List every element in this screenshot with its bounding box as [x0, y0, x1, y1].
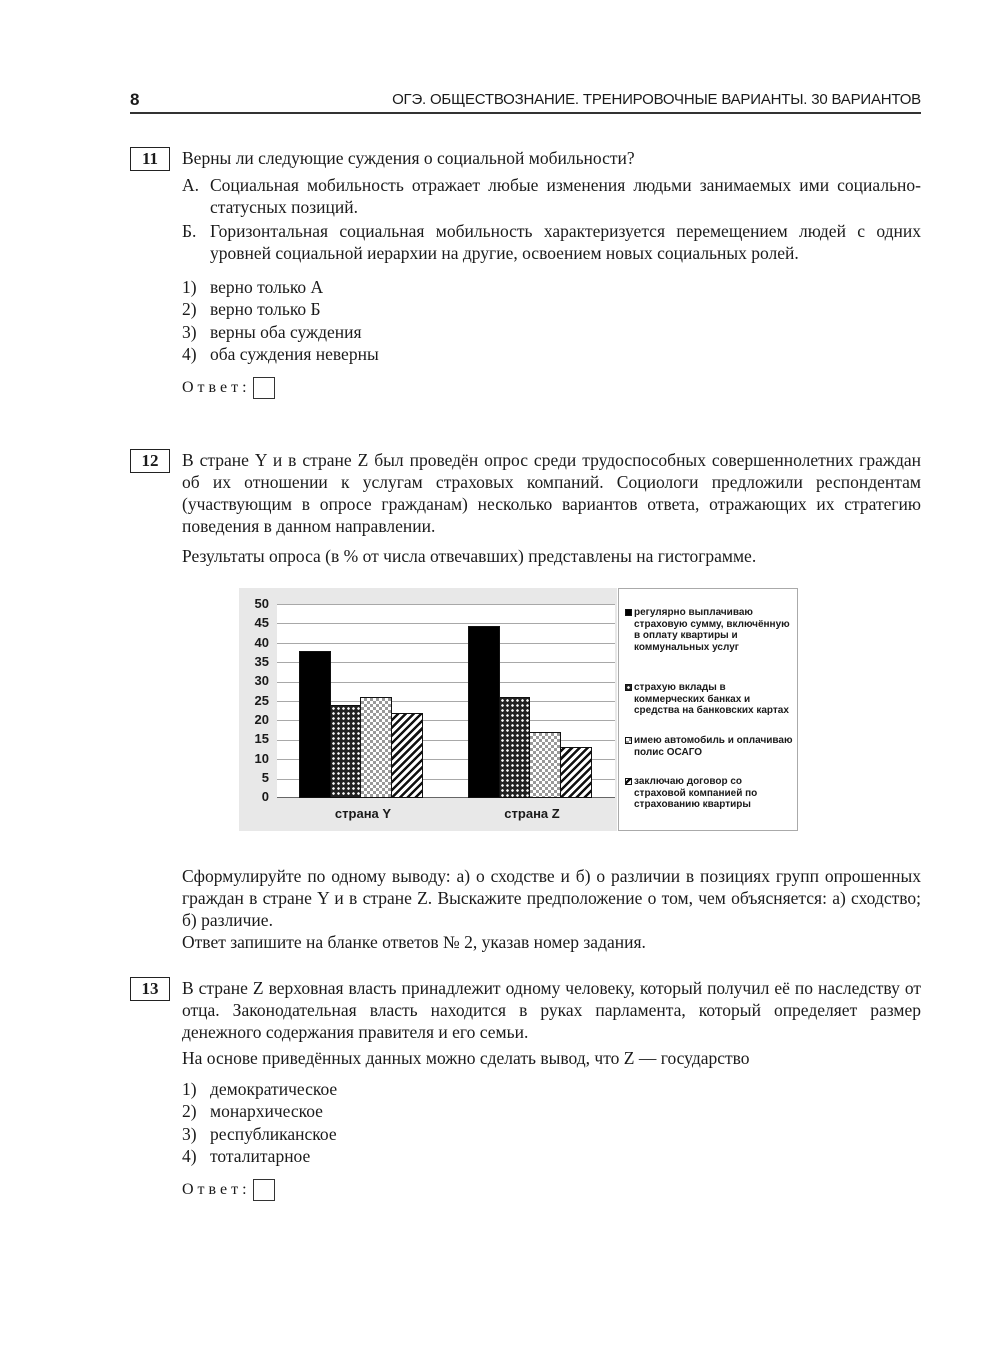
task-13 — [130, 977, 921, 1201]
option-1: 1) демократическое — [182, 1079, 338, 1099]
plot-area: 50 45 40 35 30 25 20 15 10 5 0 страна Y страна Z — [239, 588, 617, 831]
page-header — [130, 90, 921, 114]
question-text: На основе приведённых данных можно сделать вывод, что Z — государство — [182, 1048, 750, 1068]
bar-z-series4 — [560, 747, 592, 798]
answer-box[interactable] — [253, 377, 275, 399]
plot-inner — [277, 604, 615, 798]
running-title: ОГЭ. ОБЩЕСТВОЗНАНИЕ. ТРЕНИРОВОЧНЫЕ ВАРИАНТЫ. 30 ВАРИАНТОВ — [392, 91, 921, 108]
bar-z-series3 — [529, 732, 561, 798]
question-text: Верны ли следующие суждения о социальной мобильности? — [182, 148, 635, 168]
bar-z-series1 — [468, 626, 500, 798]
task-11 — [130, 147, 921, 399]
legend-swatch-icon — [625, 609, 632, 616]
bar-y-series1 — [299, 651, 331, 798]
instruction-text: Сформулируйте по одному выводу: а) о сходстве и б) о различии в позициях групп опрошенных граждан в стране Y и в стране Z. Выскажите предположение о том, чем объясняется: а) сходство; б) различие. — [182, 866, 921, 930]
answer-options — [182, 276, 921, 365]
option-3: 3) республиканское — [182, 1123, 337, 1144]
task-12 — [130, 449, 921, 572]
chart-intro: Результаты опроса (в % от числа отвечавших) представлены на гистограмме. — [182, 546, 757, 566]
statement-a: А. Социальная мобильность отражает любые изменения людьми занимаемых ими социально-статусных позиций. — [182, 175, 921, 217]
legend-swatch-icon — [625, 684, 632, 691]
page-number: 8 — [130, 90, 140, 109]
option-2: 2) монархическое — [182, 1101, 323, 1122]
bar-y-series4 — [391, 713, 423, 798]
histogram — [239, 588, 798, 831]
x-label-country-z: страна Z — [504, 806, 560, 821]
statement-b: Б. Горизонтальная социальная мобильность характеризуется перемещением людей с одних уровней социальной иерархии на другие, освоением новых социальных ролей. — [182, 221, 921, 263]
legend-item-4: заключаю договор со страховой компанией по страхованию квартиры — [625, 776, 795, 811]
bar-y-series2 — [330, 705, 361, 798]
legend-item-2: страхую вклады в коммерческих банках и средства на банковских картах — [625, 682, 795, 717]
answer-options — [182, 1078, 921, 1167]
answer-box[interactable] — [253, 1179, 275, 1201]
legend-item-3: имею автомобиль и оплачиваю полис ОСАГО — [625, 735, 795, 758]
answer-row — [182, 1179, 921, 1201]
legend-item-1: регулярно выплачиваю страховую сумму, включённую в оплату квартиры и коммунальных услуг — [625, 607, 795, 653]
task-number: 11 — [130, 147, 170, 171]
option-4: 4) оба суждения неверны — [182, 343, 379, 364]
task-description: В стране Y и в стране Z был проведён опрос среди трудоспособных совершеннолетних граждан об их отношении к услугам страховых компаний. Социологи предложили респондентам (участвующим в опросе гражданам) несколько вариантов ответа, отражающих их стратегию поведения в данном направлении. — [182, 450, 921, 536]
bar-z-series2 — [499, 697, 530, 798]
legend-swatch-icon — [625, 778, 632, 785]
chart-legend — [618, 588, 798, 831]
option-4: 4) тоталитарное — [182, 1145, 311, 1166]
answer-label: Ответ: — [182, 379, 251, 397]
task-number: 12 — [130, 449, 170, 473]
bar-y-series3 — [360, 697, 392, 798]
answer-row — [182, 377, 921, 399]
answer-label: Ответ: — [182, 1181, 251, 1199]
x-label-country-y: страна Y — [334, 806, 392, 821]
option-3: 3) верны оба суждения — [182, 321, 362, 342]
legend-swatch-icon — [625, 737, 632, 744]
task-12-instructions — [130, 865, 921, 958]
answer-instruction: Ответ запишите на бланке ответов № 2, указав номер задания. — [182, 932, 646, 952]
option-2: 2) верно только Б — [182, 299, 321, 320]
option-1: 1) верно только А — [182, 277, 324, 297]
task-description: В стране Z верховная власть принадлежит одному человеку, который получил её по наследству от отца. Законодательная власть находится в руках парламента, который определяет размер денежного содержания правителя и его семьи. — [182, 978, 921, 1042]
task-number: 13 — [130, 977, 170, 1001]
